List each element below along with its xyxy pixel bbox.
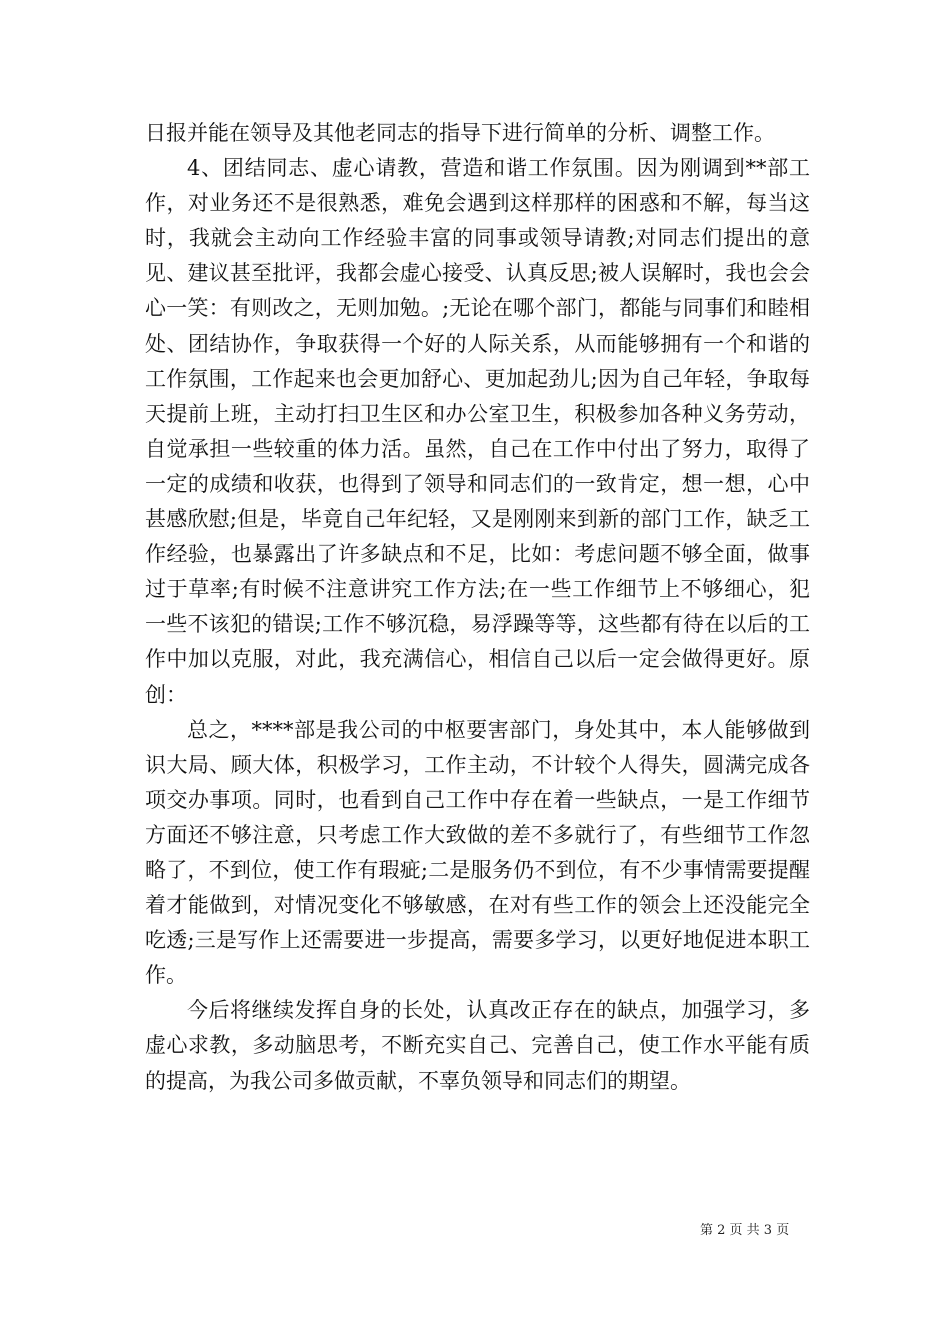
page-number-footer: 第 2 页 共 3 页 <box>700 1223 790 1238</box>
paragraph-continuation: 日报并能在领导及其他老同志的指导下进行简单的分析、调整工作。 <box>145 121 775 145</box>
paragraph-outlook: 今后将继续发挥自身的长处，认真改正存在的缺点，加强学习，多虚心求教，多动脑思考，不断充实自己、完善自己，使工作水平能有质的提高，为我公司多做贡献，不辜负领导和同志们的期望。 <box>145 998 810 1093</box>
paragraph-unity-section: 4、团结同志、虚心请教，营造和谐工作氛围。因为刚调到**部工作，对业务还不是很熟悉，难免会遇到这样那样的困惑和不解，每当这时，我就会主动向工作经验丰富的同事或领导请教;对同志们提出的意见、建议甚至批评，我都会虚心接受、认真反思;被人误解时，我也会会心一笑：有则改之，无则加勉。;无论在哪个部门，都能与同事们和睦相处、团结协作，争取获得一个好的人际关系，从而能够拥有一个和谐的工作氛围，工作起来也会更加舒心、更加起劲儿;因为自己年轻，争取每天提前上班，主动打扫卫生区和办公室卫生，积极参加各种义务劳动，自觉承担一些较重的体力活。虽然，自己在工作中付出了努力，取得了一定的成绩和收获，也得到了领导和同志们的一致肯定，想一想，心中甚感欣慰;但是，毕竟自己年纪轻，又是刚刚来到新的部门工作，缺乏工作经验，也暴露出了许多缺点和不足，比如：考虑问题不够全面，做事过于草率;有时候不注意讲究工作方法;在一些工作细节上不够细心，犯一些不该犯的错误;工作不够沉稳，易浮躁等等，这些都有待在以后的工作中加以克服，对此，我充满信心，相信自己以后一定会做得更好。原创： <box>145 156 810 707</box>
paragraph-summary: 总之，****部是我公司的中枢要害部门，身处其中，本人能够做到识大局、顾大体，积极学习，工作主动，不计较个人得失，圆满完成各项交办事项。同时，也看到自己工作中存在着一些缺点，一是工作细节方面还不够注意，只考虑工作大致做的差不多就行了，有些细节工作忽略了，不到位，使工作有瑕疵;二是服务仍不到位，有不少事情需要提醒着才能做到，对情况变化不够敏感，在对有些工作的领会上还没能完全吃透;三是写作上还需要进一步提高，需要多学习，以更好地促进本职工作。 <box>145 717 810 988</box>
document-body <box>145 116 810 1099</box>
